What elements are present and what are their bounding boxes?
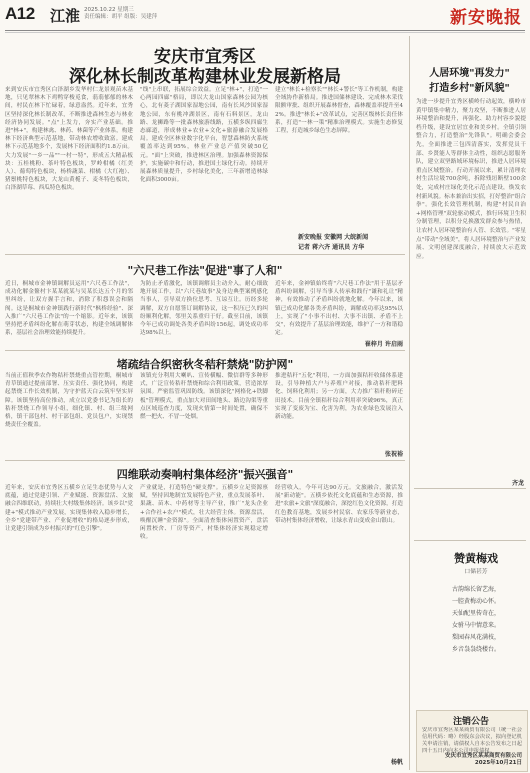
newspaper-masthead: 新安晚报 <box>450 8 522 28</box>
story3-column-1: 当前正值秋季农作物秸秆禁烧重点管控期，桐城市青草镇通过提前部署、压实责任、强化协同，构建起禁烧工作长效机制，为守护蓝天白云筑牢坚实屏障。该镇坚持高位推动，成立以党委书记为组长的秸秆禁烧工作领导小组，细化镇、村、组三级网格，镇干部包村、村干部包组、党员包户，实现禁烧责任全覆盖。 <box>5 373 133 429</box>
story3-column-3: 推进秸秆"五化"利用，一方面加强秸秆收储体系建设，引导种植大户与养殖户对接，推动秸秆肥料化、饲料化利用；另一方面，大力推广秸秆粉碎还田技术。目前全镇秸秆综合利用率突破96%，真正实现了变废为宝、化害为利，为农业绿色发展注入新动能。 <box>275 373 403 421</box>
story3-reporter: 张祝裕 <box>384 451 403 458</box>
lead-column-3: 建立"林长+检察长""林长+警长"等工作机制，构建全域协作新格局。推进国储林建设、完成林木采伐限额审批、组织开展森林督查，森林覆盖率提升至42%。推进"林长+"改革试点，完善区级林长责任体系，打造"一林一策"精准治理模式。实施生态修复工程，打造城乡绿色生态屏障。 <box>275 87 403 135</box>
header-editors: 责任编辑：胡平 组版：吴建萍 <box>84 14 158 20</box>
lead-headline-line-1: 安庆市宜秀区 <box>154 47 256 67</box>
story2-column-3: 近年来，金神镇始终将"六尺巷工作法"用于基层矛盾纠纷调解，引导当事人传承和践行"谦和礼让"精神，有效推动了矛盾纠纷就地化解。今年以来，该镇已成功化解各类矛盾纠纷，调解成功率达95%以上，实现了"小事不出村、大事不出镇、矛盾不上交"，有效提升了基层治理效能，维护了一方和谐稳定。 <box>275 281 403 337</box>
poem-line: 女驸马中情意来。 <box>452 622 501 629</box>
lead-reporters-2: 记者 蒋六齐 通讯员 方华 <box>298 244 365 251</box>
page-number: A12 <box>5 4 35 23</box>
notice-company: 安庆市宜秀区某某商贸有限公司 <box>444 753 522 759</box>
story2-column-2: 为防止矛盾激化，该镇调解员主动介入，耐心细致地开展工作，以"六尺巷故事"及身边典型案例感化当事人，引导双方换位思考、互谅互让。历经多轮调解，双方自愿签订调解协议，这一积压已久的纠纷顺利化解，邻里关系重归于好。截至目前，该镇今年已成功调处各类矛盾纠纷156起，调处成功率达98%以上。 <box>140 281 268 337</box>
story2-reporter: 崔梓月 许启雨 <box>364 341 403 348</box>
header-date: 2025.10.22 星期三 <box>84 7 134 13</box>
column-divider <box>409 36 410 770</box>
notice-text: 安庆市宜秀区某某商贸有限公司（统一社会信用代码：略）经股东会决议，拟向登记机关申请注销，请债权人自本公告发布之日起四十五日内向本公司申报债权。 <box>422 727 522 753</box>
story4-column-2: 产业就是，打造特色"硬支撑"。五横乡立足资源禀赋，坚持因地制宜发展特色产业，重点发展茶叶、果蔬、苗木、中药材等主导产业，推广"龙头企业+合作社+农户"模式，壮大经营主体。资源盘活，唤醒沉睡"金资源"。全面清查集体闲置资产，盘活闲置校舍、厂房等资产，村集体经济实现稳定增收。 <box>140 485 268 541</box>
story2-column-1: 近日，桐城市金神镇调解员运用"六尺巷工作法"，成功化解金鳌村卞某某就某与吴某长达五个月的邻里纠纷，让双方握手言和，消除了积怨误会和隔阂。这是桐城市金神镇践行新时代"枫桥经验"、深入推广"六尺巷工作法"的一个缩影。近年来，该镇坚持把矛盾纠纷化解在萌芽状态，构建全域调解体系，基层社会治理效能持续提升。 <box>5 281 133 337</box>
poem-author: 口储甚芳 <box>464 569 488 575</box>
poem-title: 赞黄梅戏 <box>454 552 498 565</box>
story4-column-3: 经营收入，今年可达90万元。文旅融合，激活发展"新动能"。五横乡依托文化底蕴和生态资源，推进"农旅+文旅"深度融合，深挖红色文化资源，打造红色教育基地，发展乡村民宿、农家乐等新业态，带动村集体经济增收，让绿水青山变成金山银山。 <box>275 485 403 524</box>
header-rule <box>5 30 525 31</box>
poem-line: 梨园春风花满枝， <box>452 634 501 641</box>
story2-top-rule <box>5 254 405 255</box>
side-story-text: 为进一步提升宜秀区横岭行动起效，横岭市黄甲镇集中精力，聚力攻坚，不断推进人居环境整治和提升，再强化、助力村容乡貌提档升级，建设宜居宜业和美乡村。全镇引领整合力，打造整治"先锋队"。明确会委会先，全面推进三包四清落实，发挥党员干部、乡贤能人等群体主动性，组织志愿服务队，建立双坚路域环境标识，推进人居环境重点区域整治。行动开展以来，累计清理农村生活垃圾700余吨，拆除残垣断壁100余处，完成村庄绿化美化示范点建设，焕发农村新风貌。标本兼治出实招，打好整治"组合拳"。强化长效管理机制，构建"村民自治+网格管理"双轮驱动模式，推行环境卫生积分制管理，以积分兑换激发群众参与热情，让农村人居环境整治有人管、长效管。"零星点"带动"全域美"，将人居环境整治与产业发展、文明创建深度融合，持续放大示范效应。 <box>416 99 526 260</box>
story4-headline: 四维联动奏响村集体经济"振兴强音" <box>116 468 294 481</box>
page-header <box>0 0 530 32</box>
lead-column-1: 来到安庆市宜秀区白泽湖乡发华村仁龙景观苗木基地，只见翠林木下鸡鸭穿梭觅食，蓊蓊郁郁的林木间，村民在林下忙碌着，绿意盎然。近年来，宜秀区坚持深化林长制改革，不断推进森林生态与林业经济协同发展。"点"上发力，夯实产业基础。推进"林+"，构建林禽、林药、林菌等产业体系，构建林下经济典型示范基地，带动林农增收致富。建成林下示范基地多个，发展林下经济面积约1.8万亩。大力发展"一乡一品""一村一特"，形成五大精品板块：五桂桃粉、茶叶特色板块，罗岭柑橘（红美人）、葡萄特色板块，杨桥蔬菜、柑橘（大红袍）、猪鬃桃特色板块，大龙山黄栀子、麦冬特色板块，白泽湖草莓、西瓜特色板块。 <box>5 87 133 192</box>
story3-headline: 堵疏结合织密秋冬秸秆禁烧"防护网" <box>116 358 294 371</box>
side-headline-line-1: 人居环境"再发力" <box>429 68 510 79</box>
lead-reporters-1: 新安晚报 安徽网 大皖新闻 <box>298 234 369 241</box>
lead-column-2: "线"上串联，拓展综合效益。立足"林+"，打造"一心两园四廊"格局，即以大龙山国家森林公园为核心，北有菱子湖国家湿地公园，南有长风沙国家湿地公园，东有桃冲湖景区，南有石料景区，龙山路、龙狮路等一批森林旅游线路，五横多纵四廊生态廊道，形成林业+农业+文化+旅游融合发展格局。建成全区林业数字化平台，智慧森林防火系统覆盖率达到95%，林业产业总产值突破50亿元。"面"上突破，推进林区治理。加强森林资源保护，实施碳中和行动，推进国土绿化行动。持续开展森林质量提升，乡村绿化美化，三年新增造林绿化面积3000亩。 <box>140 87 268 184</box>
story4-reporter: 杨帆 <box>390 759 403 766</box>
story3-column-2: 该镇充分利用大喇叭、宣传横幅、微信群等多种形式，广泛宣传秸秆禁烧和综合利用政策，营造浓厚氛围。严密监管巩固防线。该镇深化"网格化+铁脚板"管理模式，重点加大对田间地头、路边沟渠等重点区域巡查力度，发现火情第一时间处置，确保不燃一把火、不冒一处烟。 <box>140 373 268 421</box>
poem-line: 古韵绵长留艺海， <box>452 586 501 593</box>
notice-date: 2025年10月21日 <box>474 760 522 766</box>
story2-headline: "六尺巷工作法"促进"事了人和" <box>127 264 283 277</box>
header-meta <box>84 7 194 21</box>
story4-top-rule <box>5 460 405 461</box>
notice-title: 注销公告 <box>452 717 489 727</box>
side-rule <box>414 488 526 489</box>
story4-column-1: 近年来，安庆市宜秀区五横乡立足生态优势与人文底蕴，通过党建引领、产业赋能、资源盘活、文旅融合四维联动，持续壮大村级集体经济。该乡以"党建+"模式推动产业发展，实现集体收入稳步增长，全乡"党建带产业、产业促增收"的格局逐步形成，让党建引领成为乡村振兴的"红色引擎"。 <box>5 485 133 533</box>
side-headline-line-2: 打造乡村"新风貌" <box>429 83 510 94</box>
poem-line: 一腔黄梅动心怀。 <box>452 598 501 605</box>
poem-line: 天仙配里传奇在， <box>452 610 501 617</box>
poem-top-rule <box>414 540 526 541</box>
side-reporter: 齐龙 <box>511 480 524 487</box>
lead-headline-line-2: 深化林长制改革构建林业发展新格局 <box>69 67 341 87</box>
header-rule-thin <box>5 32 525 33</box>
poem-line: 乡音袅袅绕楼台。 <box>452 646 501 653</box>
notice-signature <box>422 753 522 767</box>
story3-top-rule <box>5 350 405 351</box>
section-name: 江淮 <box>50 7 81 25</box>
